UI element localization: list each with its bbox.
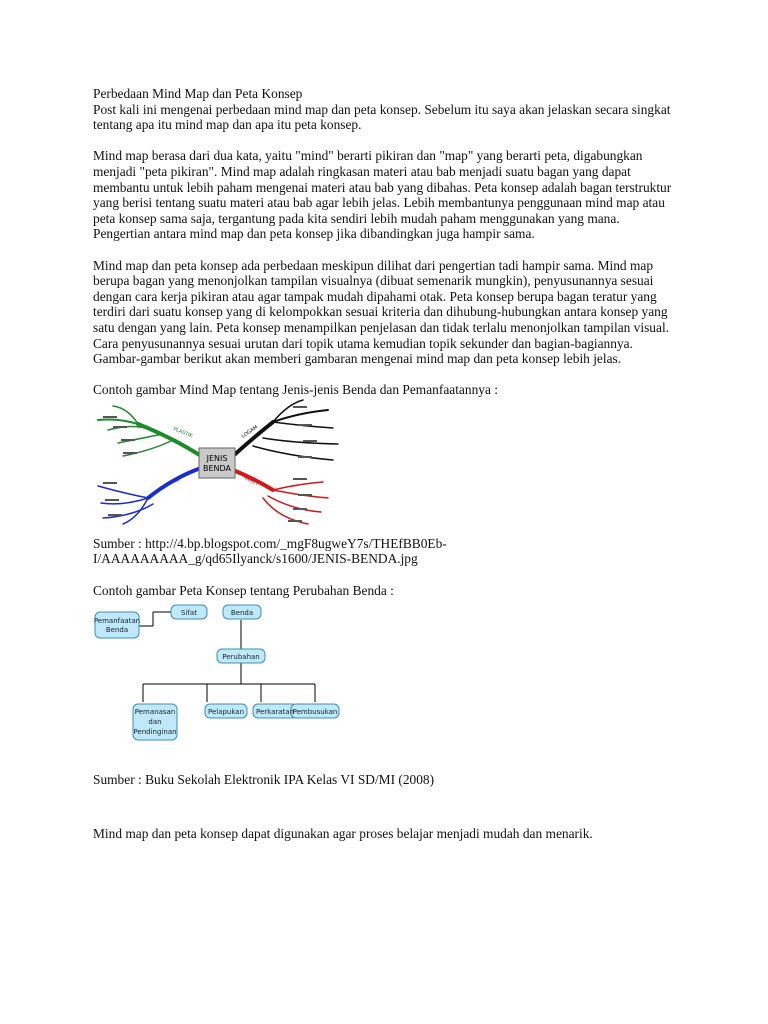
closing-paragraph: Mind map dan peta konsep dapat digunakan agar proses belajar menjadi mudah dan menarik.: [93, 825, 593, 841]
mindmap-center-node: [199, 448, 235, 478]
mindmap-label-logam: LOGAM: [240, 424, 260, 440]
mindmap-label-karet: KARET: [242, 474, 260, 488]
concept-label-pembusukan: Pembusukan: [292, 708, 338, 717]
concept-label-perubahan: Perubahan: [222, 653, 260, 662]
concept-node-pemanfaatan: [95, 612, 139, 638]
paragraph-definition: Mind map berasa dari dua kata, yaitu "mind" berarti pikiran dan "map" yang berarti peta, digabungkan menjadi "peta pikiran". Mind map adalah ringkasan materi atau bab menjadi suatu bagan yang dapat membantu untuk lebih paham mengenai materi atau bab yang dibahas. Peta konsep adalah bagan terstruktur yang berisi tentang suatu materi atau bab agar lebih jelas. Lebih membantunya penggunaan mind map atau peta konsep sama saja, tergantung pada kita sendiri lebih mudah paham menggunakan yang mana. Pengertian antara mind map dan peta konsep jika dibandingkan juga hampir sama.: [93, 148, 672, 242]
mindmap-center-label-1: JENIS: [206, 453, 228, 463]
mindmap-label-plastik: PLASTIK: [172, 426, 194, 440]
concept-label-pelapukan: Pelapukan: [207, 708, 245, 717]
mindmap-center-label-2: BENDA: [202, 463, 232, 473]
mindmap-source: Sumber : http://4.bp.blogspot.com/_mgF8ugweY7s/THEfBB0Eb-I/AAAAAAAAA_g/qd65Ilyanck/s1600/JENIS-BENDA.jpg: [93, 535, 447, 567]
document-title: Perbedaan Mind Map dan Peta Konsep: [93, 86, 303, 101]
concept-label-perkaratan: Perkaratan: [255, 708, 295, 717]
concept-label-pemanasan-1: Pemanasan: [134, 708, 176, 717]
concept-label-pemanasan-2: dan: [148, 718, 162, 727]
concept-label-pemanasan-3: Pendinginan: [133, 728, 177, 737]
concept-label-benda: Benda: [230, 609, 254, 618]
concept-caption: Contoh gambar Peta Konsep tentang Perubahan Benda :: [93, 582, 394, 598]
concept-map-diagram: [93, 604, 343, 754]
concept-label-pemanfaatan-2: Benda: [105, 626, 129, 635]
mindmap-caption: Contoh gambar Mind Map tentang Jenis-jenis Benda dan Pemanfaatannya :: [93, 382, 498, 398]
paragraph-difference: Mind map dan peta konsep ada perbedaan meskipun dilihat dari pengertian tadi hampir sama. Mind map berupa bagan yang menonjolkan tampilan visualnya (dibuat semenarik mungkin), penyusunannya sesuai dengan cara kerja pikiran atau agar tampak mudah dipahami otak. Peta konsep berupa bagan teratur yang terdiri dari suatu konsep yang di kelompokkan sesuai kriteria dan dihubung-hubungkan antara konsep yang satu dengan yang lain. Peta konsep menampilkan penjelasan dan tidak terlalu menonjolkan tampilan visual. Cara penyusunannya sesuai urutan dari topik utama kemudian topik sekunder dan bagian-bagiannya. Gambar-gambar berikut akan memberi gambaran mengenai mind map dan peta konsep lebih jelas.: [93, 257, 670, 367]
intro-paragraph: Post kali ini mengenai perbedaan mind map dan peta konsep. Sebelum itu saya akan jelaskan secara singkat tentang apa itu mind map dan apa itu peta konsep.: [93, 101, 671, 133]
mindmap-label-kayu: KAYU: [166, 476, 181, 488]
mindmap-image: [93, 398, 673, 528]
document-page: [93, 86, 673, 841]
concept-label-sifat: Sifat: [181, 609, 197, 618]
concept-source: Sumber : Buku Sekolah Elektronik IPA Kelas VI SD/MI (2008): [93, 772, 435, 788]
concept-label-pemanfaatan-1: Pemanfaatan: [93, 617, 141, 626]
concept-connectors: [115, 612, 315, 702]
mindmap-diagram: [93, 398, 343, 528]
concept-map-image: [93, 604, 673, 754]
